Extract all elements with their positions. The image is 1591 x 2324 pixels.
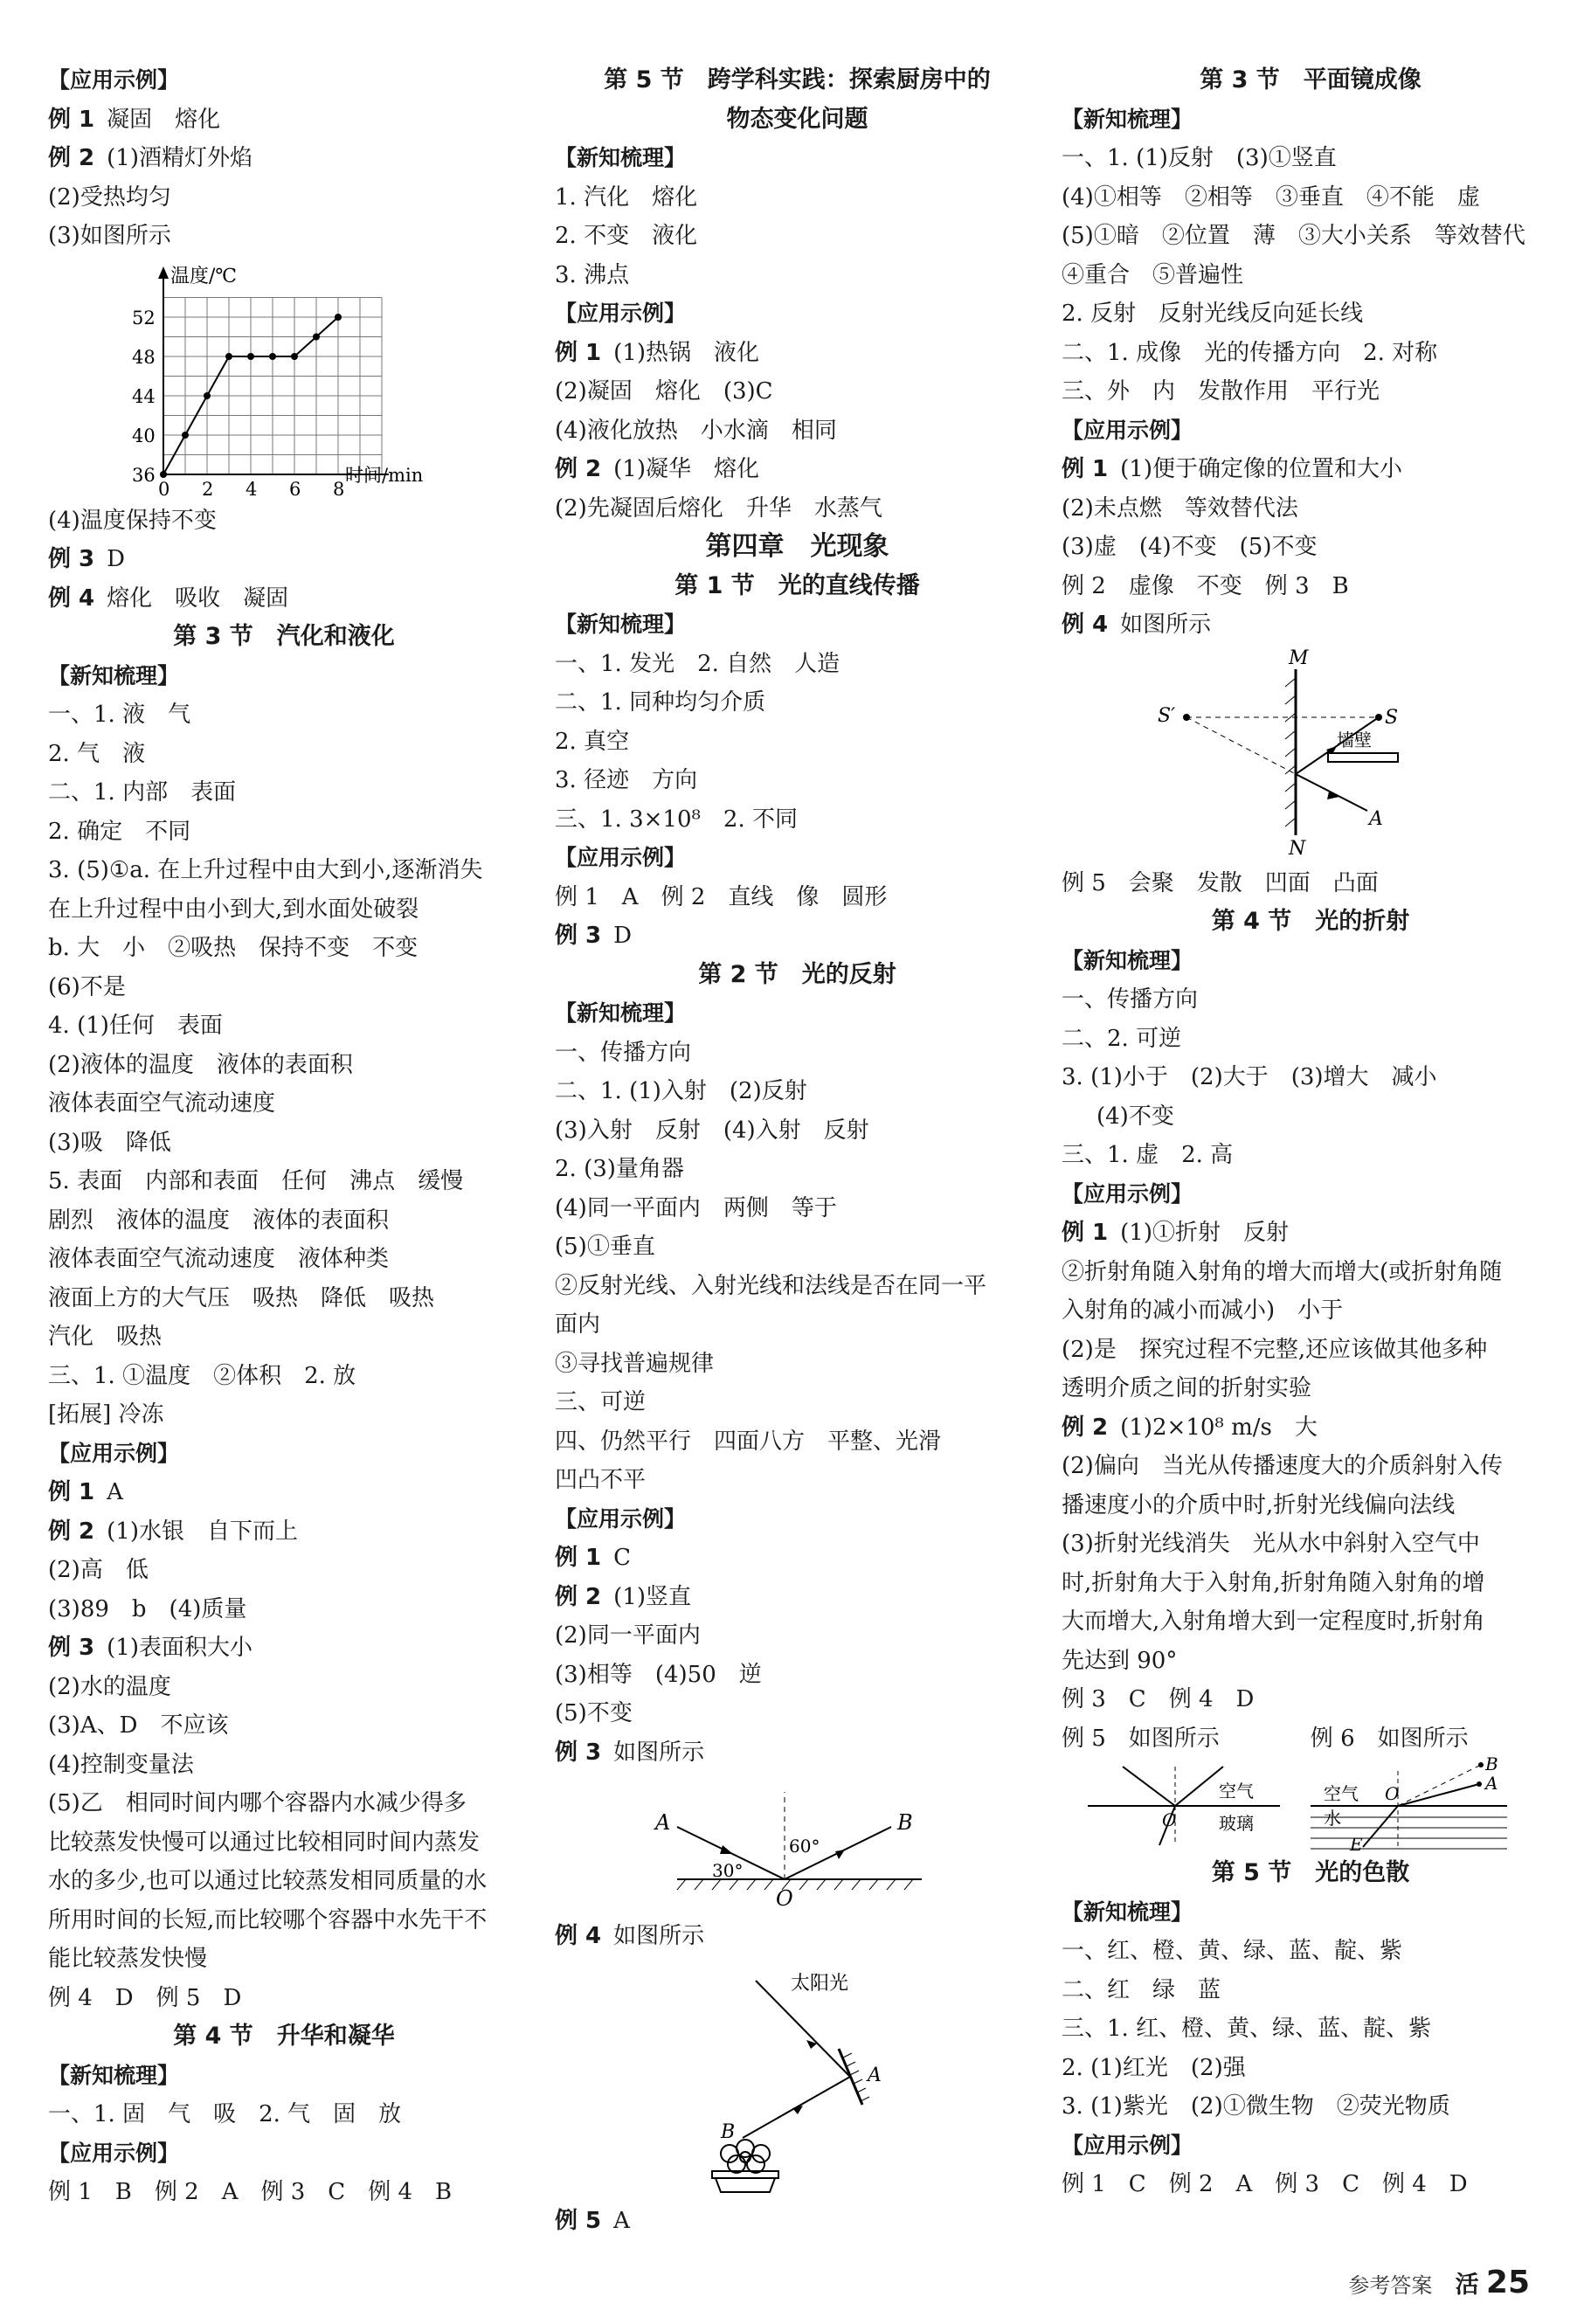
label-a: A xyxy=(868,2064,882,2086)
section-label: 【应用示例】 xyxy=(555,1505,687,1532)
point-b xyxy=(1478,1762,1484,1767)
answer-line: 一、传播方向 xyxy=(555,1039,692,1066)
answer-line: (5)①暗 ②位置 薄 ③大小关系 等效替代 xyxy=(1062,223,1525,249)
section-title: 第 3 节 汽化和液化 xyxy=(173,623,395,650)
answer-line: 透明介质之间的折射实验 xyxy=(1062,1375,1312,1401)
answer-line: 剧烈 液体的温度 液体的表面积 xyxy=(48,1207,390,1234)
answer-line: 例 2 (1)2×10⁸ m/s 大 xyxy=(1062,1414,1318,1441)
answer-line: 例 1 (1)热锅 液化 xyxy=(555,339,759,366)
plane-mirror xyxy=(839,2049,862,2105)
answer-line: 一、1. 固 气 吸 2. 气 固 放 xyxy=(48,2101,402,2127)
air-label: 空气 xyxy=(1219,1781,1254,1802)
y-tick-label: 36 xyxy=(132,464,156,486)
reflected-arrow xyxy=(835,1850,845,1859)
label-a: A xyxy=(1369,807,1383,830)
answer-line: 大而增大,入射角增大到一定程度时,折射角 xyxy=(1062,1608,1485,1635)
column-2 xyxy=(555,61,1040,2240)
x-tick-label: 4 xyxy=(246,478,258,500)
ray-to-b xyxy=(1398,1765,1481,1806)
section-label: 【应用示例】 xyxy=(48,2140,180,2166)
ray-to-a xyxy=(1398,1784,1479,1806)
answer-line: 二、1. (1)入射 (2)反射 xyxy=(555,1078,807,1104)
y-axis-arrow xyxy=(158,266,169,279)
answer-line: 例 1 A 例 2 直线 像 圆形 xyxy=(555,883,888,910)
answer-line: 例 2 (1)竖直 xyxy=(555,1583,691,1610)
section-label: 【应用示例】 xyxy=(555,301,687,326)
x-tick-label: 6 xyxy=(289,478,301,500)
label-b: B xyxy=(897,1810,913,1835)
section-title: 第 1 节 光的直线传播 xyxy=(674,571,920,599)
answer-line: (3)入射 反射 (4)入射 反射 xyxy=(555,1117,869,1144)
answer-line: 能比较蒸发快慢 xyxy=(48,1946,208,1972)
y-tick-label: 44 xyxy=(132,385,156,407)
label-e: E xyxy=(1350,1834,1363,1855)
answer-line: 例 1 (1)①折射 反射 xyxy=(1062,1220,1289,1246)
answer-line: 一、1. (1)反射 (3)①竖直 xyxy=(1062,145,1337,171)
answer-line: 4. (1)任何 表面 xyxy=(48,1013,223,1039)
section-title: 第 5 节 跨学科实践：探索厨房中的 xyxy=(604,66,991,93)
footer-mark: 活 xyxy=(1455,2272,1479,2299)
chart-point xyxy=(335,314,342,321)
answer-line: 2. 真空 xyxy=(555,728,630,755)
section-title: 第 4 节 升华和凝华 xyxy=(173,2023,395,2050)
chart-point xyxy=(225,353,232,360)
answer-line: 2. 确定 不同 xyxy=(48,818,191,845)
section-label: 【新知梳理】 xyxy=(1062,106,1193,132)
chart-xlabel: 时间/min xyxy=(345,464,424,486)
answer-line: 3. 径迹 方向 xyxy=(555,767,698,793)
answer-line: 例 1 A xyxy=(48,1479,123,1505)
answer-line: (2)未点燃 等效替代法 xyxy=(1062,495,1298,522)
answer-line: (2)是 探究过程不完整,还应该做其他多种 xyxy=(1062,1336,1488,1363)
answer-line: 1. 汽化 熔化 xyxy=(555,183,698,211)
answer-line: 三、可逆 xyxy=(555,1389,647,1415)
label-o: O xyxy=(1162,1809,1177,1830)
label-s-prime: S′ xyxy=(1158,704,1176,727)
answer-line: (4)控制变量法 xyxy=(48,1751,194,1778)
answer-line: 例 1 C 例 2 A 例 3 C 例 4 D xyxy=(1062,2171,1468,2197)
answer-line: (2)同一平面内 xyxy=(555,1622,701,1649)
chart-svg xyxy=(48,263,424,500)
answer-line: 例 3 C 例 4 D xyxy=(1062,1686,1255,1712)
answer-line: 例 4 D 例 5 D xyxy=(48,1984,242,2011)
label-m: M xyxy=(1289,647,1309,669)
answer-line: 所用时间的长短,而比较哪个容器中水先干不 xyxy=(48,1906,488,1933)
answer-line: 例 4 熔化 吸收 凝固 xyxy=(48,584,289,612)
answer-line: 一、传播方向 xyxy=(1062,986,1199,1013)
incident-arrow xyxy=(720,1845,733,1854)
reflection-svg xyxy=(555,1779,1040,1910)
answer-line: (4)①相等 ②相等 ③垂直 ④不能 虚 xyxy=(1062,183,1480,211)
answer-line: ②折射角随入射角的增大而增大(或折射角随 xyxy=(1062,1258,1503,1285)
section-title: 第 3 节 平面镜成像 xyxy=(1200,66,1422,93)
answer-line: 3. (1)紫光 (2)①微生物 ②荧光物质 xyxy=(1062,2093,1450,2120)
answer-line: 四、仍然平行 四面八方 平整、光滑 xyxy=(555,1428,942,1455)
x-tick-label: 2 xyxy=(202,478,214,500)
reflected-ray xyxy=(1175,1767,1223,1806)
label-o: O xyxy=(776,1886,793,1911)
flower-icon xyxy=(721,2140,770,2173)
reflected-ray xyxy=(1296,774,1367,811)
answer-line: (2)偏向 当光从传播速度大的介质斜射入传 xyxy=(1062,1453,1503,1479)
answer-line: (3)A、D 不应该 xyxy=(48,1712,229,1739)
answer-line: (6)不是 xyxy=(48,973,126,1000)
section-label: 【应用示例】 xyxy=(48,67,180,93)
answer-line: (4)温度保持不变 xyxy=(48,507,217,534)
answer-line: 3. (5)①a. 在上升过程中由大到小,逐渐消失 xyxy=(48,857,483,883)
answer-line: (3)折射光线消失 光从水中斜射入空气中 xyxy=(1062,1531,1480,1557)
answer-line: 例 3 (1)表面积大小 xyxy=(48,1635,252,1661)
answer-line: (3)吸 降低 xyxy=(48,1129,171,1156)
answer-line: 例 5 如图所示 例 6 如图所示 xyxy=(1062,1725,1469,1752)
answer-line: 例 4 如图所示 xyxy=(555,1923,705,1949)
angle-30: 30° xyxy=(712,1860,744,1881)
plane-mirror-diagram xyxy=(1062,647,1560,860)
answer-line: 时,折射角大于入射角,折射角随入射角的增 xyxy=(1062,1569,1485,1596)
label-n: N xyxy=(1289,837,1306,860)
section-label: 【新知梳理】 xyxy=(555,1000,687,1026)
answer-line: 例 1 C xyxy=(555,1545,632,1571)
answer-line: 3. (1)小于 (2)大于 (3)增大 减小 xyxy=(1062,1064,1437,1090)
answer-line: 凹凸不平 xyxy=(555,1467,647,1493)
mirror-hatch xyxy=(843,2053,869,2101)
chart-point xyxy=(247,353,254,360)
section-label: 【应用示例】 xyxy=(555,845,687,870)
answer-line: 三、1. 红、橙、黄、绿、蓝、靛、紫 xyxy=(1062,2016,1432,2042)
answer-line: (3)虚 (4)不变 (5)不变 xyxy=(1062,534,1318,560)
answer-line: 例 2 (1)凝华 熔化 xyxy=(555,456,759,482)
section-title: 第 4 节 光的折射 xyxy=(1211,908,1410,935)
label-a: A xyxy=(655,1810,671,1835)
answer-line: 2. (1)红光 (2)强 xyxy=(1062,2054,1246,2081)
section-label: 【新知梳理】 xyxy=(48,662,180,688)
answer-line: 一、1. 发光 2. 自然 人造 xyxy=(555,650,840,677)
answer-line: 例 4 如图所示 xyxy=(1062,612,1212,638)
section-label: 【应用示例】 xyxy=(1062,2132,1193,2158)
answer-line: (3)相等 (4)50 逆 xyxy=(555,1661,762,1688)
answer-line: 2. 气 液 xyxy=(48,740,146,767)
plane-mirror-svg xyxy=(1062,647,1560,860)
wall-block xyxy=(1328,753,1398,762)
page-footer xyxy=(1348,2265,1530,2300)
section-title: 第 5 节 光的色散 xyxy=(1211,1859,1410,1886)
answer-line: 三、1. ①温度 ②体积 2. 放 xyxy=(48,1362,356,1389)
answer-line: (5)不变 xyxy=(555,1700,633,1726)
sunlight-label: 太阳光 xyxy=(791,1972,849,1995)
y-tick-label: 40 xyxy=(132,425,156,446)
answer-line: 液体表面空气流动速度 xyxy=(48,1090,276,1117)
answer-line: 一、1. 液 气 xyxy=(48,702,191,728)
chart-point xyxy=(204,392,211,399)
answer-line: 例 2 虚像 不变 例 3 B xyxy=(1062,572,1349,599)
answer-line: 5. 表面 内部和表面 任何 沸点 缓慢 xyxy=(48,1168,464,1194)
answer-line: 例 3 如图所示 xyxy=(555,1739,705,1766)
answer-line: 三、外 内 发散作用 平行光 xyxy=(1062,378,1380,405)
chapter-title: 第四章 光现象 xyxy=(705,531,889,562)
answer-line: 面内 xyxy=(555,1311,601,1338)
answer-line: 比较蒸发快慢可以通过比较相同时间内蒸发 xyxy=(48,1829,481,1856)
answer-line: ③寻找普遍规律 xyxy=(555,1350,715,1377)
answer-line: 在上升过程中由小到大,到水面处破裂 xyxy=(48,896,419,923)
answer-line: (2)先凝固后熔化 升华 水蒸气 xyxy=(555,495,882,522)
section-label: 【应用示例】 xyxy=(48,1440,180,1466)
answer-line: (4)液化放热 小水滴 相同 xyxy=(555,417,837,444)
answer-line: 例 2 (1)酒精灯外焰 xyxy=(48,145,252,171)
virtual-extension xyxy=(1186,717,1296,774)
answer-line: 三、1. 3×10⁸ 2. 不同 xyxy=(555,806,798,833)
answer-line: (4)同一平面内 两侧 等于 xyxy=(555,1194,837,1221)
answer-line: 2. 反射 反射光线反向延长线 xyxy=(1062,301,1364,327)
column-1 xyxy=(48,61,520,2212)
answer-line: [拓展] 冷冻 xyxy=(48,1401,164,1428)
incident-ray xyxy=(1363,1806,1398,1847)
answer-line: 例 1 凝固 熔化 xyxy=(48,106,221,133)
angle-60: 60° xyxy=(789,1836,820,1857)
chart-point xyxy=(269,353,276,360)
answer-line: (2)凝固 熔化 (3)C xyxy=(555,378,773,405)
answer-line: (2)受热均匀 xyxy=(48,183,171,211)
section-label: 【新知梳理】 xyxy=(1062,1899,1193,1925)
refraction-diagrams xyxy=(1062,1753,1560,1855)
x-tick-label: 0 xyxy=(158,478,170,500)
flower-pot-icon xyxy=(712,2171,778,2192)
column-3 xyxy=(1062,61,1560,2204)
label-b: B xyxy=(1485,1753,1498,1774)
mirror-hatch xyxy=(1285,678,1296,827)
answer-line: 播速度小的介质中时,折射光线偏向法线 xyxy=(1062,1491,1456,1518)
section-title-cont: 物态变化问题 xyxy=(726,105,868,133)
answer-line: 二、2. 可逆 xyxy=(1062,1025,1182,1052)
chart-grid xyxy=(163,297,382,474)
answer-line: 例 1 (1)便于确定像的位置和大小 xyxy=(1062,456,1402,482)
glass-label: 玻璃 xyxy=(1219,1813,1254,1834)
answer-line: 二、1. 成像 光的传播方向 2. 对称 xyxy=(1062,339,1438,366)
incident-ray xyxy=(1123,1767,1175,1806)
section-label: 【新知梳理】 xyxy=(555,145,687,170)
answer-line: (5)①垂直 xyxy=(555,1234,655,1260)
answer-line: (3)89 b (4)质量 xyxy=(48,1595,247,1622)
wall-label: 墙壁 xyxy=(1337,729,1372,750)
section-label: 【新知梳理】 xyxy=(48,2062,180,2088)
answer-line: (2)水的温度 xyxy=(48,1673,171,1700)
answer-line: 汽化 吸热 xyxy=(48,1324,163,1350)
sun-ray xyxy=(756,1981,850,2077)
answer-line: 一、红、橙、黄、绿、蓝、靛、紫 xyxy=(1062,1938,1403,1964)
chart-point xyxy=(291,353,298,360)
x-tick-label: 8 xyxy=(333,478,345,500)
answer-line: 例 5 会聚 发散 凹面 凸面 xyxy=(1062,869,1379,896)
chart-point xyxy=(160,471,167,478)
answer-line: 入射角的减小而减小) 小于 xyxy=(1062,1297,1344,1324)
sunlight-svg xyxy=(555,1963,1040,2195)
answer-line: 液面上方的大气压 吸热 降低 吸热 xyxy=(48,1284,435,1311)
answer-line: 例 5 A xyxy=(555,2207,630,2234)
y-tick-label: 52 xyxy=(132,307,156,329)
section-label: 【应用示例】 xyxy=(1062,1180,1193,1207)
answer-line: 2. 不变 液化 xyxy=(555,223,698,249)
answer-line: 液体表面空气流动速度 液体种类 xyxy=(48,1246,390,1272)
answer-line: 二、1. 内部 表面 xyxy=(48,779,237,806)
refraction-svg xyxy=(1062,1753,1560,1855)
section-label: 【应用示例】 xyxy=(1062,417,1193,443)
answer-line: (4)不变 xyxy=(1096,1103,1174,1130)
sunlight-mirror-diagram xyxy=(555,1963,1040,2195)
answer-line: 例 2 (1)水银 自下而上 xyxy=(48,1518,298,1545)
chart-ylabel: 温度/℃ xyxy=(170,265,238,287)
answer-line: 三、1. 虚 2. 高 xyxy=(1062,1142,1234,1168)
answer-line: (5)乙 相同时间内哪个容器内水减少得多 xyxy=(48,1790,467,1816)
page-number: 25 xyxy=(1485,2265,1530,2300)
answer-line: b. 大 小 ②吸热 保持不变 不变 xyxy=(48,935,419,961)
label-s: S xyxy=(1385,706,1399,729)
answer-line: 二、1. 同种均匀介质 xyxy=(555,689,766,716)
answer-line: 例 1 B 例 2 A 例 3 C 例 4 B xyxy=(48,2179,453,2205)
footer-caption: 参考答案 xyxy=(1348,2273,1433,2298)
answer-line: 例 3 D xyxy=(555,923,633,949)
point-a xyxy=(1477,1781,1482,1787)
label-a: A xyxy=(1485,1773,1498,1794)
answer-line: (2)液体的温度 液体的表面积 xyxy=(48,1051,353,1078)
temperature-time-chart xyxy=(48,263,520,500)
air-label: 空气 xyxy=(1324,1783,1359,1804)
answer-line: 2. (3)量角器 xyxy=(555,1156,684,1182)
answer-line: (2)高 低 xyxy=(48,1557,149,1583)
y-tick-label: 48 xyxy=(132,346,156,368)
chart-point xyxy=(313,333,320,340)
water-label: 水 xyxy=(1324,1808,1341,1829)
label-o: O xyxy=(1385,1783,1400,1804)
answer-line: 先达到 90° xyxy=(1062,1647,1178,1674)
answer-line: 水的多少,也可以通过比较蒸发相同质量的水 xyxy=(48,1868,488,1894)
section-label: 【新知梳理】 xyxy=(1062,947,1193,973)
section-title: 第 2 节 光的反射 xyxy=(698,960,896,988)
answer-line: 二、红 绿 蓝 xyxy=(1062,1976,1221,2003)
answer-line: ②反射光线、入射光线和法线是否在同一平 xyxy=(555,1272,987,1299)
section-label: 【新知梳理】 xyxy=(555,612,687,637)
label-b: B xyxy=(721,2120,736,2143)
answer-line: (3)如图所示 xyxy=(48,223,171,249)
reflection-diagram xyxy=(555,1779,1040,1910)
answer-line: 3. 沸点 xyxy=(555,261,630,288)
answer-line: 例 3 D xyxy=(48,546,126,572)
answer-line: ④重合 ⑤普遍性 xyxy=(1062,261,1244,288)
chart-point xyxy=(182,432,189,439)
reflected-ray-arrow xyxy=(792,2106,803,2114)
